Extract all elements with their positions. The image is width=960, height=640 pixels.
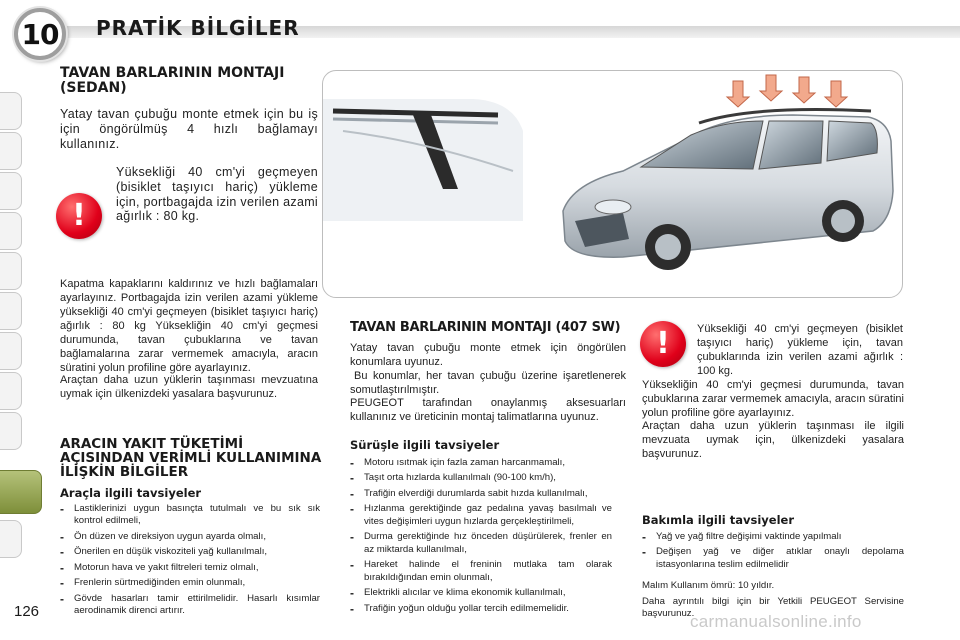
list-item: - Değişen yağ ve diğer atıklar onaylı depolama istasyonlarına teslim edilmelidir	[640, 546, 904, 571]
chapter-number: 10	[21, 17, 59, 51]
side-tab[interactable]	[0, 332, 22, 370]
list-item: - Hızlanma gerektiğinde gaz pedalına yavaş basılmalı ve vites değişimleri uygun hızlarda gerçekleştirilmeli,	[348, 503, 612, 528]
section-title-sw: TAVAN BARLARININ MONTAJI (407 SW)	[350, 320, 621, 335]
list-item: - Trafiğin yoğun olduğu yollar tercih edilmemelidir.	[348, 603, 612, 615]
warning-icon: !	[640, 321, 686, 367]
sedan-intro: Yatay tavan çubuğu monte etmek için bu iş için öngörülmüş 4 hızlı bağlamayı kullanınız.	[60, 107, 318, 151]
service-note: Daha ayrıntılı bilgi için bir Yetkili PEUGEOT Servisine başvurunuz.	[642, 596, 904, 620]
list-item: - Frenlerin sürtmediğinden emin olunmalı,	[58, 577, 320, 589]
side-tab[interactable]	[0, 212, 22, 250]
list-item: - Taşıt orta hızlarda kullanılmalı (90-100 km/h),	[348, 472, 612, 484]
list-item: - Hareket halinde el freninin mutlaka tam olarak bırakıldığından emin olunmalı,	[348, 559, 612, 584]
list-item: - Durma gerektiğinde hız önceden düşürülerek, frenler en az miktarda kullanılmalı,	[348, 531, 612, 556]
sw-paragraph-3: PEUGEOT tarafından onaylanmış aksesuarları kullanınız ve üreticinin montaj talimatlarına uyunuz.	[350, 397, 626, 424]
side-tab[interactable]	[0, 92, 22, 130]
warning-icon: !	[56, 193, 102, 239]
side-tab[interactable]	[0, 372, 22, 410]
list-item: - Önerilen en düşük viskoziteli yağ kullanılmalı,	[58, 546, 320, 558]
side-tab[interactable]	[0, 252, 22, 290]
sw-right-paragraph-1: Yüksekliğin 40 cm'yi geçmesi durumunda, tavan çubuklarına zarar vermemek amacıyla, aracın süratini yolun profiline göre ayarlayınız.	[642, 379, 904, 420]
vehicle-tips-heading: Araçla ilgili tavsiyeler	[60, 486, 202, 500]
section-title-sedan: TAVAN BARLARININ MONTAJI (SEDAN)	[60, 65, 285, 96]
side-tab[interactable]	[0, 132, 22, 170]
list-item: - Elektrikli alıcılar ve klima ekonomik kullanılmalı,	[348, 587, 612, 599]
sedan-paragraph-2: Araçtan daha uzun yüklerin taşınması mevzuatına uymak için ülkenizdeki yasalara başvurunuz.	[60, 374, 318, 401]
list-item: - Trafiğin elverdiği durumlarda sabit hızda kullanılmalı,	[348, 488, 612, 500]
roof-rail-detail	[323, 99, 523, 221]
mount-position-arrows	[727, 75, 847, 107]
watermark: carmanualsonline.info	[690, 612, 862, 631]
list-item: - Yağ ve yağ filtre değişimi vaktinde yapılmalı	[640, 531, 904, 543]
page-title: PRATİK BİLGİLER	[96, 16, 300, 40]
section-title-fuel: ARACIN YAKIT TÜKETİMİ AÇISINDAN VERİMLİ KULLANIMINA İLİŞKİN BİLGİLER	[60, 436, 322, 481]
driving-tips-list	[348, 457, 612, 618]
side-tab[interactable]	[0, 292, 22, 330]
warning-sw: Yüksekliği 40 cm'yi geçmeyen (bisiklet taşıyıcı hariç) yükleme için, tavan çubuklarında izin verilen azami ağırlık : 100 kg.	[697, 323, 903, 378]
warning-sedan: Yüksekliği 40 cm'yi geçmeyen (bisiklet taşıyıcı hariç) yükleme için, portbagajda izin verilen azami ağırlık : 80 kg.	[116, 165, 318, 224]
sedan-paragraph-1: Kapatma kapaklarını kaldırınız ve hızlı bağlamaları ayarlayınız. Portbagajda izin verilen azami yükleme yüksekliği 40 cm'yi geçmeyen (bisiklet taşıyıcı hariç) ağırlık : 80 kg Yüksekliğin 40 cm'yi geçmesi durumunda, tavan çubuklarına ve tavan bağlamalarına zarar vermemek amacıyla, aracın süratini yolun profiline göre ayarlayınız.	[60, 278, 318, 375]
list-item: - Motoru ısıtmak için fazla zaman harcanmamalı,	[348, 457, 612, 469]
car-illustration-panel	[322, 70, 903, 298]
maintenance-tips-list	[640, 531, 904, 574]
sw-right-paragraph-2: Araçtan daha uzun yüklerin taşınması ile ilgili mevzuata uymak için, ülkenizdeki yasalara başvurunuz.	[642, 420, 904, 461]
side-tab[interactable]	[0, 520, 22, 558]
sw-paragraph-2: Bu konumlar, her tavan çubuğu üzerine işaretlenerek somutlaştırılmıştır.	[350, 370, 626, 397]
chapter-badge	[14, 8, 66, 60]
driving-tips-heading: Sürüşle ilgili tavsiyeler	[350, 438, 500, 452]
side-tab[interactable]	[0, 412, 22, 450]
car-illustration	[323, 71, 903, 298]
side-tab-active[interactable]	[0, 470, 42, 514]
vehicle-tips-list	[58, 503, 320, 621]
sw-paragraph-1: Yatay tavan çubuğu monte etmek için öngörülen konumlara uyunuz.	[350, 342, 626, 369]
maintenance-tips-heading: Bakımla ilgili tavsiyeler	[642, 513, 794, 527]
page-number: 126	[14, 603, 40, 620]
lifetime-note: Malım Kullanım ömrü: 10 yıldır.	[642, 580, 775, 591]
list-item: - Ön düzen ve direksiyon uygun ayarda olmalı,	[58, 531, 320, 543]
list-item: - Motorun hava ve yakıt filtreleri temiz olmalı,	[58, 562, 320, 574]
list-item: - Lastiklerinizi uygun basınçta tutulmalı ve bu sık sık kontrol edilmeli,	[58, 503, 320, 528]
list-item: - Gövde hasarları tamir ettirilmelidir. Hasarlı kısımlar aerodinamik direnci artırır.	[58, 593, 320, 618]
side-tab[interactable]	[0, 172, 22, 210]
car-body	[563, 110, 893, 271]
